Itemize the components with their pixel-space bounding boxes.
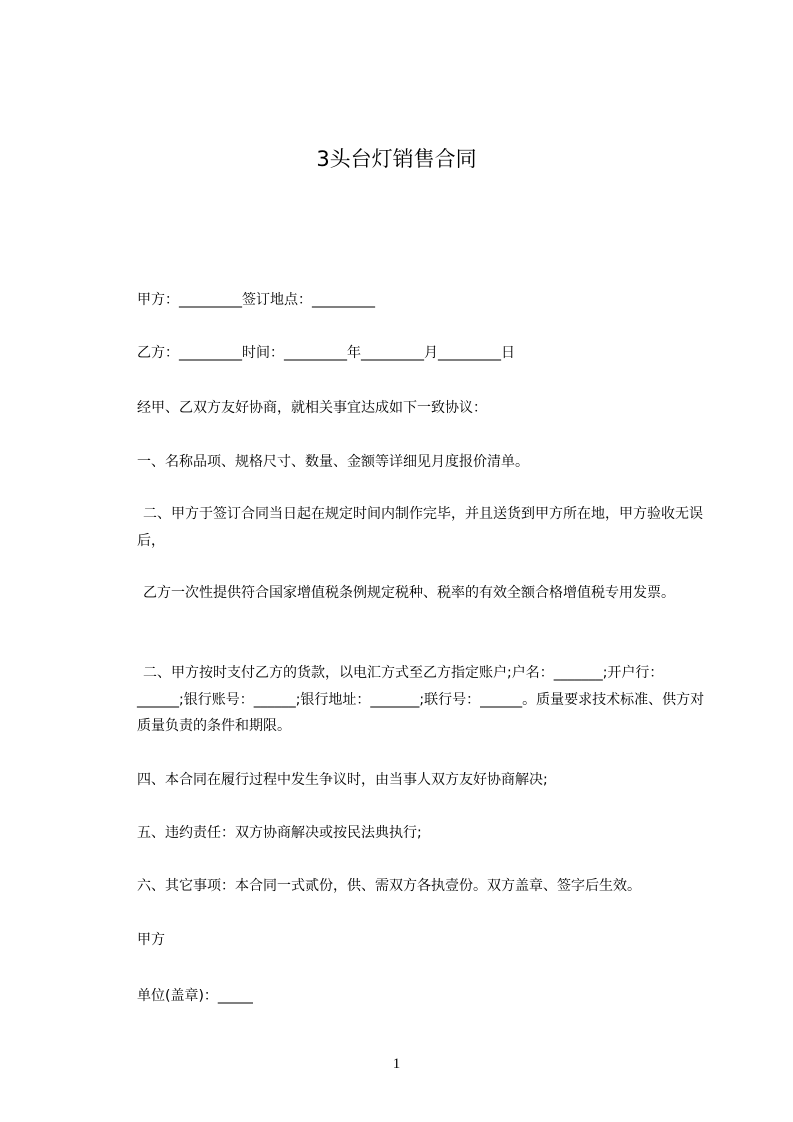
party-b-line: 乙方：_________时间：_________年_________月_________日 [137, 345, 515, 361]
signature-unit-seal: 单位(盖章)：_____ [137, 988, 253, 1004]
clause-2: 二、甲方于签订合同当日起在规定时间内制作完毕，并且送货到甲方所在地，甲方验收无误后， [137, 506, 703, 549]
document-title: 3头台灯销售合同 [316, 147, 477, 171]
clause-5: 五、违约责任：双方协商解决或按民法典执行; [137, 825, 422, 841]
signature-party-a: 甲方 [137, 932, 165, 948]
clause-2-continued: 乙方一次性提供符合国家增值税条例规定税种、税率的有效全额合格增值税专用发票。 [143, 585, 675, 601]
clause-6: 六、其它事项：本合同一式贰份，供、需双方各执壹份。双方盖章、签字后生效。 [137, 878, 641, 894]
clause-4: 四、本合同在履行过程中发生争议时，由当事人双方友好协商解决; [137, 772, 548, 788]
clause-1: 一、名称品项、规格尺寸、数量、金额等详细见月度报价清单。 [137, 454, 529, 470]
page-number: 1 [392, 1056, 401, 1072]
party-a-line: 甲方：_________签订地点：_________ [137, 292, 375, 308]
clause-payment: 二、甲方按时支付乙方的货款，以电汇方式至乙方指定账户;户名：_______;开户行：______;银行账号：______;银行地址：_______;联行号：______。质量要求技术标准、供方对质量负责的条件和期限。 [137, 665, 705, 734]
intro-paragraph: 经甲、乙双方友好协商，就相关事宜达成如下一致协议： [137, 400, 487, 416]
